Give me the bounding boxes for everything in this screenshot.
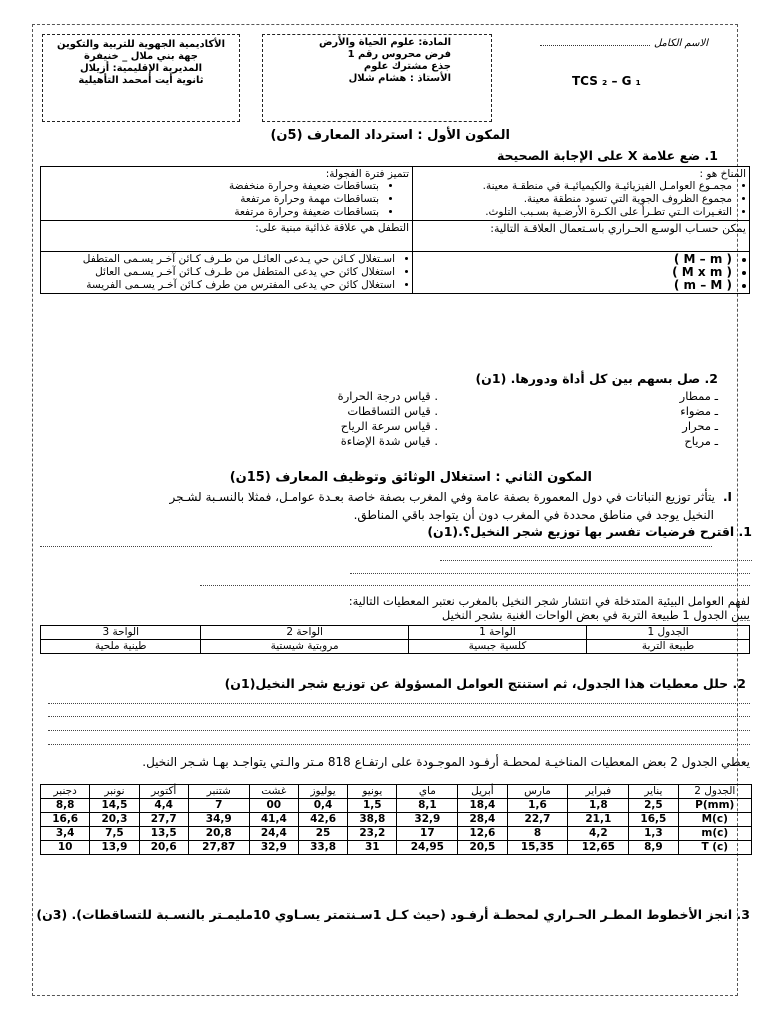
intro-number: I. <box>722 490 732 504</box>
climate-cell: 1,8 <box>568 799 629 813</box>
soil-table <box>40 625 750 654</box>
climate-cell: 34,9 <box>188 813 249 827</box>
tool-item[interactable]: ـ مضواء <box>680 404 718 418</box>
climate-cell: 13,5 <box>139 827 188 841</box>
month-header: مارس <box>507 785 568 799</box>
mcq-option[interactable]: • اسـتغلال كـائن حي يـدعى العائـل من طـرف كـائن آخـر يسـمى المتطفل <box>44 253 395 266</box>
answer-line[interactable] <box>200 585 750 586</box>
name-label: الاسم الكامل <box>653 38 708 49</box>
climate-cell: 00 <box>249 799 298 813</box>
soil-header: الجدول 1 <box>587 626 750 640</box>
roles-list <box>298 389 438 449</box>
role-item[interactable]: . قياس التساقطات <box>347 404 438 418</box>
mcq-head: يمكن حسـاب الوسـع الحـراري باسـتعمال العلاقـة التالية: <box>490 222 746 235</box>
part2-q1: 1. اقترح فرضيات تفسر بها توزيع شجر النخيل؟.(1ن) <box>427 524 752 539</box>
climate-cell: 1,5 <box>348 799 397 813</box>
climate-cell: 38,8 <box>348 813 397 827</box>
climate-cell: 8,9 <box>629 841 678 855</box>
climate-cell: 20,6 <box>139 841 188 855</box>
climate-cell: m(c) <box>678 827 751 841</box>
part1-title: المكون الأول : استرداد المعارف (5ن) <box>270 128 510 143</box>
climate-table <box>40 784 752 855</box>
climate-cell: 2,5 <box>629 799 678 813</box>
month-header: أبريل <box>458 785 507 799</box>
mcq-option[interactable]: • مجموع الظروف الجوية التي تسود منطقة معينة. <box>416 193 732 206</box>
mcq-head: تتميز فترة الفجولة: <box>325 168 409 180</box>
mcq-option[interactable]: • التغـيرات الـتي تطـرأ على الكـرة الأرضـية بسـبب التلوث. <box>416 206 732 219</box>
answer-line[interactable] <box>48 744 750 745</box>
climate-cell: 15,35 <box>507 841 568 855</box>
climate-cell: 1,6 <box>507 799 568 813</box>
formula: ( m – M ) <box>673 278 732 292</box>
part1-q2: 2. صل بسهم بين كل أداة ودورها. (1ن) <box>475 371 718 386</box>
student-name-field[interactable] <box>540 38 708 49</box>
climate-cell: 20,8 <box>188 827 249 841</box>
part2-q3: 3. انجز الأخطوط المطـر الحـراري لمحطـة أرفـود (حيث كـل 1سـنتمتر يسـاوي 10مليمـتر بالنسـبة للتساقطات). (3ن) <box>36 907 750 922</box>
mcq-table <box>40 166 750 294</box>
tools-list <box>638 389 718 449</box>
school-line: الأكاديمية الجهوية للتربية والتكوين <box>56 39 226 50</box>
context-line: لفهم العوامل البيئية المتدخلة في انتشار شجر النخيل بالمغرب نعتبر المعطيات التالية: <box>348 594 750 608</box>
context-line: يبين الجدول 1 طبيعة التربة في بعض الواحات الغنية بشجر النخيل <box>441 608 750 622</box>
climate-cell: 20,3 <box>90 813 139 827</box>
tool-item[interactable]: ـ مرياح <box>684 434 718 448</box>
climate-cell: 22,7 <box>507 813 568 827</box>
school-line: ثانوية أيت أمحمد التأهيلية <box>78 75 204 86</box>
answer-line[interactable] <box>48 730 750 731</box>
soil-cell: كلسية جبسية <box>408 640 586 654</box>
mcq-box-thermal-range <box>413 252 750 294</box>
climate-cell: 16,6 <box>41 813 90 827</box>
climate-row <box>41 813 752 827</box>
month-header: أكتوبر <box>139 785 188 799</box>
answer-line[interactable] <box>440 560 752 561</box>
climate-cell: 8,1 <box>397 799 458 813</box>
school-info-box <box>42 34 240 122</box>
mcq-box-parasitism <box>41 252 413 294</box>
exam-line: المادة: علوم الحياة والأرض <box>318 37 451 48</box>
tool-item[interactable]: ـ ممطار <box>679 389 718 403</box>
answer-line[interactable] <box>48 716 750 717</box>
exam-line: الأستاذ : هشام شلال <box>348 73 451 84</box>
climate-cell: 1,3 <box>629 827 678 841</box>
mcq-option[interactable]: • استغلال كائن حي يدعى المفترس من طرف كـائن آخـر يسـمى الفريسة <box>44 279 395 292</box>
mcq-option[interactable] <box>416 279 732 292</box>
soil-header: الواحة 3 <box>41 626 201 640</box>
climate-cell: 4,2 <box>568 827 629 841</box>
climate-cell: 7 <box>188 799 249 813</box>
climate-header-row <box>41 785 752 799</box>
mcq-head: التطفل هي علاقة غذائية مبنية على: <box>255 222 409 234</box>
intro-text: يتأثر توزيع النباتات في دول المعمورة بصفة عامة وفي المغرب بصفة خاصة بعـدة عوامـل، فمثلا بالنسـبة لشـجر <box>169 490 715 504</box>
climate-cell: 12,65 <box>568 841 629 855</box>
role-item[interactable]: . قياس درجة الحرارة <box>337 389 438 403</box>
climate-cell: 42,6 <box>298 813 347 827</box>
name-dots <box>540 45 650 46</box>
soil-cell: طينية ملحية <box>41 640 201 654</box>
role-item[interactable]: . قياس سرعة الرياح <box>340 419 438 433</box>
climate-cell: 21,1 <box>568 813 629 827</box>
climate-cell: 18,4 <box>458 799 507 813</box>
mcq-option[interactable]: • بتساقطات ضعيفة وحرارة مرتفعة <box>44 206 379 219</box>
climate-row <box>41 799 752 813</box>
climate-cell: P(mm) <box>678 799 751 813</box>
month-header: نونبر <box>90 785 139 799</box>
mcq-head-cell <box>413 221 750 252</box>
soil-header: الواحة 1 <box>408 626 586 640</box>
climate-cell: 13,9 <box>90 841 139 855</box>
context-3: يعطي الجدول 2 بعض المعطيات المناخيـة لمحطـة أرفـود الموجـودة على ارتفـاع 818 مـتر والـتي يتواجـد بهـا شـجر النخيل. <box>142 755 750 769</box>
part1-q1: 1. ضع علامة X على الإجابة الصحيحة <box>496 148 718 163</box>
climate-cell: 3,4 <box>41 827 90 841</box>
climate-cell: 27,87 <box>188 841 249 855</box>
month-header: فبراير <box>568 785 629 799</box>
climate-cell: 8 <box>507 827 568 841</box>
climate-cell: 12,6 <box>458 827 507 841</box>
formula: ( M x m ) <box>672 265 732 279</box>
school-line: المديرية الإقليمية: أزيلال <box>79 63 203 74</box>
mcq-option[interactable]: • بتساقطات ضعيفة وحرارة منخفضة <box>44 180 379 193</box>
mcq-option[interactable]: • مجمـوع العوامـل الفيزيائيـة والكيميائيـة في منطقـة معينة. <box>416 180 732 193</box>
climate-cell: 24,95 <box>397 841 458 855</box>
climate-row <box>41 827 752 841</box>
climate-cell: T (c) <box>678 841 751 855</box>
month-header: يناير <box>629 785 678 799</box>
climate-cell: 31 <box>348 841 397 855</box>
climate-cell: 10 <box>41 841 90 855</box>
month-header: دجنبر <box>41 785 90 799</box>
climate-cell: 16,5 <box>629 813 678 827</box>
climate-cell: 41,4 <box>249 813 298 827</box>
context-block <box>30 594 750 622</box>
mcq-option[interactable]: • استغلال كائن حي يدعى المتطفل من طـرف كـائن آخـر يسـمى العائل <box>44 266 395 279</box>
month-header: يوليوز <box>298 785 347 799</box>
mcq-box-climate <box>413 167 750 221</box>
climate-cell: 7,5 <box>90 827 139 841</box>
exam-line: جذع مشترك علوم <box>363 61 451 72</box>
mcq-box-dry-period <box>41 167 413 221</box>
month-header: الجدول 2 <box>678 785 751 799</box>
climate-cell: 33,8 <box>298 841 347 855</box>
climate-cell: 25 <box>298 827 347 841</box>
soil-cell: طبيعة التربة <box>587 640 750 654</box>
part2-intro <box>32 488 732 524</box>
exam-line: فرض محروس رقم 1 <box>347 49 451 60</box>
climate-cell: 32,9 <box>397 813 458 827</box>
climate-cell: 28,4 <box>458 813 507 827</box>
climate-row <box>41 841 752 855</box>
mcq-option[interactable]: • بتساقطات مهمة وحرارة مرتفعة <box>44 193 379 206</box>
mcq-head: المناخ هو : <box>699 168 746 180</box>
intro-text: النخيل يوجد في مناطق محددة في المغرب دون أن يتواجد باقي المناطق. <box>353 508 714 522</box>
formula: ( M – m ) <box>673 252 732 266</box>
answer-line[interactable] <box>48 703 750 704</box>
climate-cell: 27,7 <box>139 813 188 827</box>
climate-cell: 8,8 <box>41 799 90 813</box>
tool-item[interactable]: ـ محرار <box>682 419 718 433</box>
month-header: ماي <box>397 785 458 799</box>
month-header: يونيو <box>348 785 397 799</box>
exam-info-box <box>262 34 492 122</box>
school-line: جهة بني ملال _ خنيفرة <box>84 51 198 62</box>
climate-cell: 17 <box>397 827 458 841</box>
part2-q2: 2. حلل معطيات هذا الجدول، ثم استنتج العوامل المسؤولة عن توزيع شجر النخيل(1ن) <box>224 676 746 691</box>
climate-cell: 23,2 <box>348 827 397 841</box>
part2-title: المكون الثاني : استغلال الوثائق وتوظيف المعارف (15ن) <box>229 470 592 485</box>
role-item[interactable]: . قياس شدة الإضاءة <box>340 434 438 448</box>
climate-cell: 14,5 <box>90 799 139 813</box>
soil-cell: مروبتية شيستية <box>201 640 408 654</box>
mcq-head-cell <box>41 221 413 252</box>
climate-cell: M(c) <box>678 813 751 827</box>
class-code: TCS ₂ – G ₁ <box>572 74 641 88</box>
month-header: شتنبر <box>188 785 249 799</box>
climate-cell: 0,4 <box>298 799 347 813</box>
climate-cell: 20,5 <box>458 841 507 855</box>
climate-cell: 32,9 <box>249 841 298 855</box>
answer-line[interactable] <box>350 573 750 574</box>
climate-cell: 4,4 <box>139 799 188 813</box>
climate-cell: 24,4 <box>249 827 298 841</box>
answer-line[interactable] <box>40 546 712 547</box>
month-header: غشت <box>249 785 298 799</box>
soil-header: الواحة 2 <box>201 626 408 640</box>
